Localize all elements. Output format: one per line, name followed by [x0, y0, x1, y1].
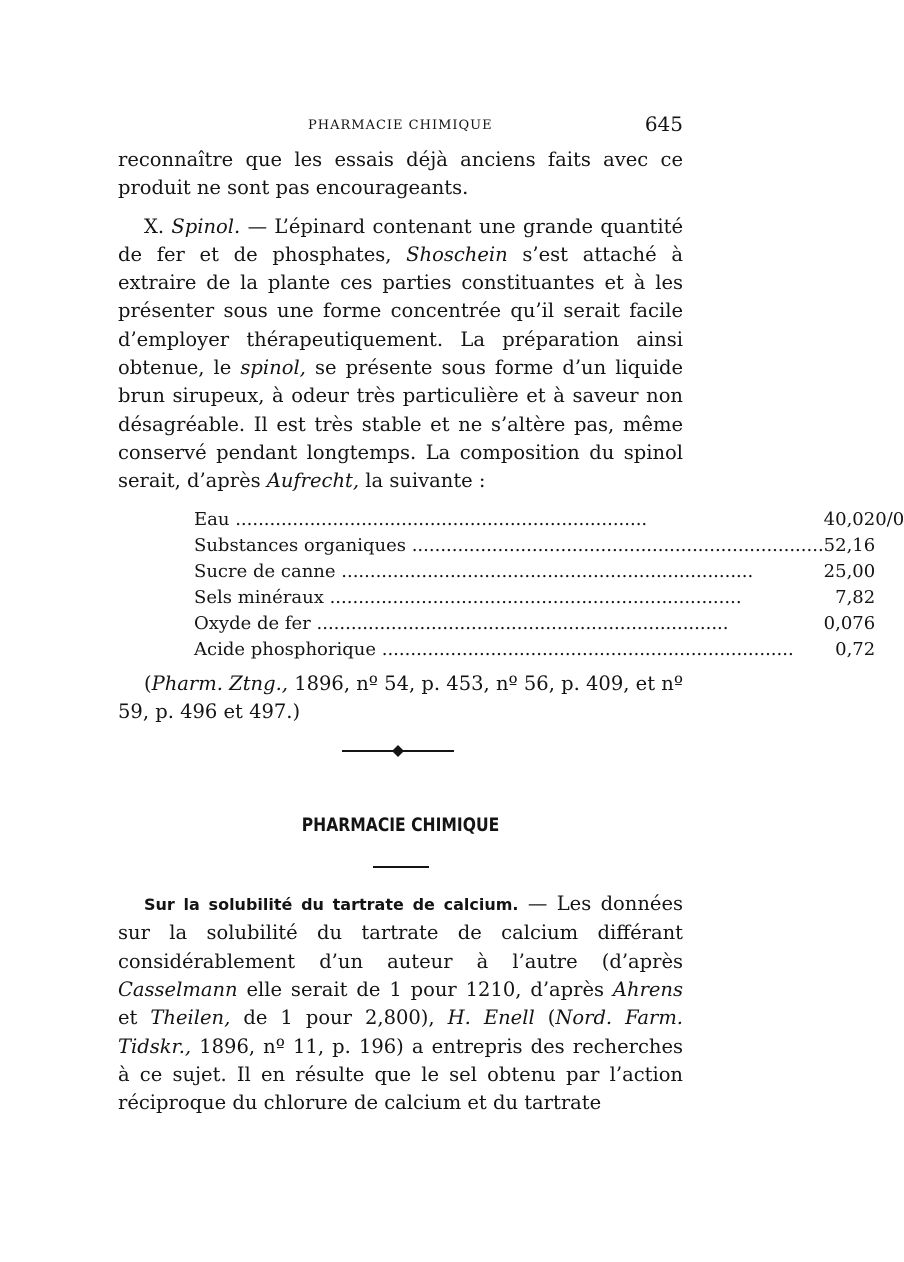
citation-source: Nord. Farm. Tidskr., [118, 1006, 684, 1058]
text-run: 1896, nº 11, p. 196) a entrepris des recherches à ce sujet. Il en résulte que le sel obtenu par l’action réciproque du chlorure de calcium et du tartrate [118, 1034, 683, 1115]
text-run: ( [144, 671, 152, 695]
section-numeral: X. [144, 214, 172, 238]
paragraph-tartrate [118, 890, 683, 1117]
running-title: PHARMACIE CHIMIQUE [308, 118, 493, 133]
component-name: Acide phosphorique [194, 638, 377, 660]
term-spinol: spinol, [240, 356, 306, 380]
citation [118, 670, 683, 727]
text-run: se présente sous forme d’un liquide brun sirupeux, à odeur très particulière et à saveur non désagréable. Il est très stable et ne s’altère pas, même conservé pendant longtemps. La composition du spinol serait, d’après [118, 356, 683, 493]
component-value: 40,02 [823, 508, 876, 530]
text-run: et [118, 1006, 151, 1030]
component-value: 25,00 [823, 560, 876, 582]
text-run: elle serait de 1 pour 1210, d’après [237, 978, 613, 1002]
dot-leader [311, 613, 729, 634]
component-value: 52,16 [823, 534, 876, 556]
dot-leader [406, 535, 824, 556]
page-number: 645 [644, 112, 683, 136]
citation-source: Pharm. Ztng., [151, 671, 288, 695]
entry-heading: Spinol. [171, 214, 241, 238]
author-name: Ahrens [612, 978, 683, 1002]
fleuron-ornament [342, 744, 454, 758]
table-row [194, 504, 904, 530]
page [118, 112, 904, 1118]
component-name: Substances organiques [194, 534, 406, 556]
component-value: 7,82 [835, 586, 876, 608]
author-name: H. Enell [447, 1006, 535, 1030]
author-name: Shoschein [406, 242, 508, 266]
composition-table [194, 504, 904, 660]
component-unit: 0/0 [875, 508, 904, 530]
dot-leader [376, 639, 794, 660]
component-value: 0,72 [835, 638, 876, 660]
paragraph-spinol [118, 213, 683, 496]
component-value: 0,076 [823, 612, 876, 634]
component-name: Oxyde de fer [194, 612, 311, 634]
text-run: de 1 pour 2,800), [230, 1006, 448, 1030]
component-name: Eau [194, 508, 230, 530]
text-run: s’est attaché à extraire de la plante ces parties constituantes et à les présenter sous une forme concentrée qu’il serait facile d’employer thérapeutiquement. La préparation ainsi obtenue, le [118, 242, 683, 380]
author-name: Aufrecht, [266, 469, 360, 493]
running-header [118, 112, 683, 146]
author-name: Theilen, [150, 1006, 231, 1030]
table-row [194, 556, 904, 582]
component-unit [875, 582, 904, 608]
dot-leader [336, 561, 754, 582]
component-unit [875, 634, 904, 660]
table-row [194, 634, 904, 660]
dot-leader [229, 509, 647, 530]
text-run: la suivante : [359, 469, 486, 493]
text-run: — Les données sur la solubilité du tartrate de calcium différant considérablement d’un auteur à l’autre (d’après [118, 892, 683, 973]
text-run: — L’épinard contenant une grande quantité de fer et de phosphates, [118, 214, 683, 266]
section-heading: PHARMACIE CHIMIQUE [301, 814, 500, 837]
text-run: ( [534, 1006, 556, 1030]
table-row [194, 582, 904, 608]
author-name: Casselmann [118, 978, 238, 1002]
dot-leader [324, 587, 742, 608]
entry-heading: Sur la solubilité du tartrate de calcium. [144, 895, 519, 915]
component-unit [875, 556, 904, 582]
component-name: Sels minéraux [194, 586, 324, 608]
section-rule [373, 866, 429, 868]
component-unit [875, 530, 904, 556]
paragraph-continuation: reconnaître que les essais déjà anciens faits avec ce produit ne sont pas encourageants. [118, 148, 683, 200]
component-name: Sucre de canne [194, 560, 336, 582]
text-run: 1896, nº 54, p. 453, nº 56, p. 409, et nº 59, p. 496 et 497.) [118, 671, 683, 723]
table-row [194, 608, 904, 634]
table-row [194, 530, 904, 556]
component-unit [875, 608, 904, 634]
